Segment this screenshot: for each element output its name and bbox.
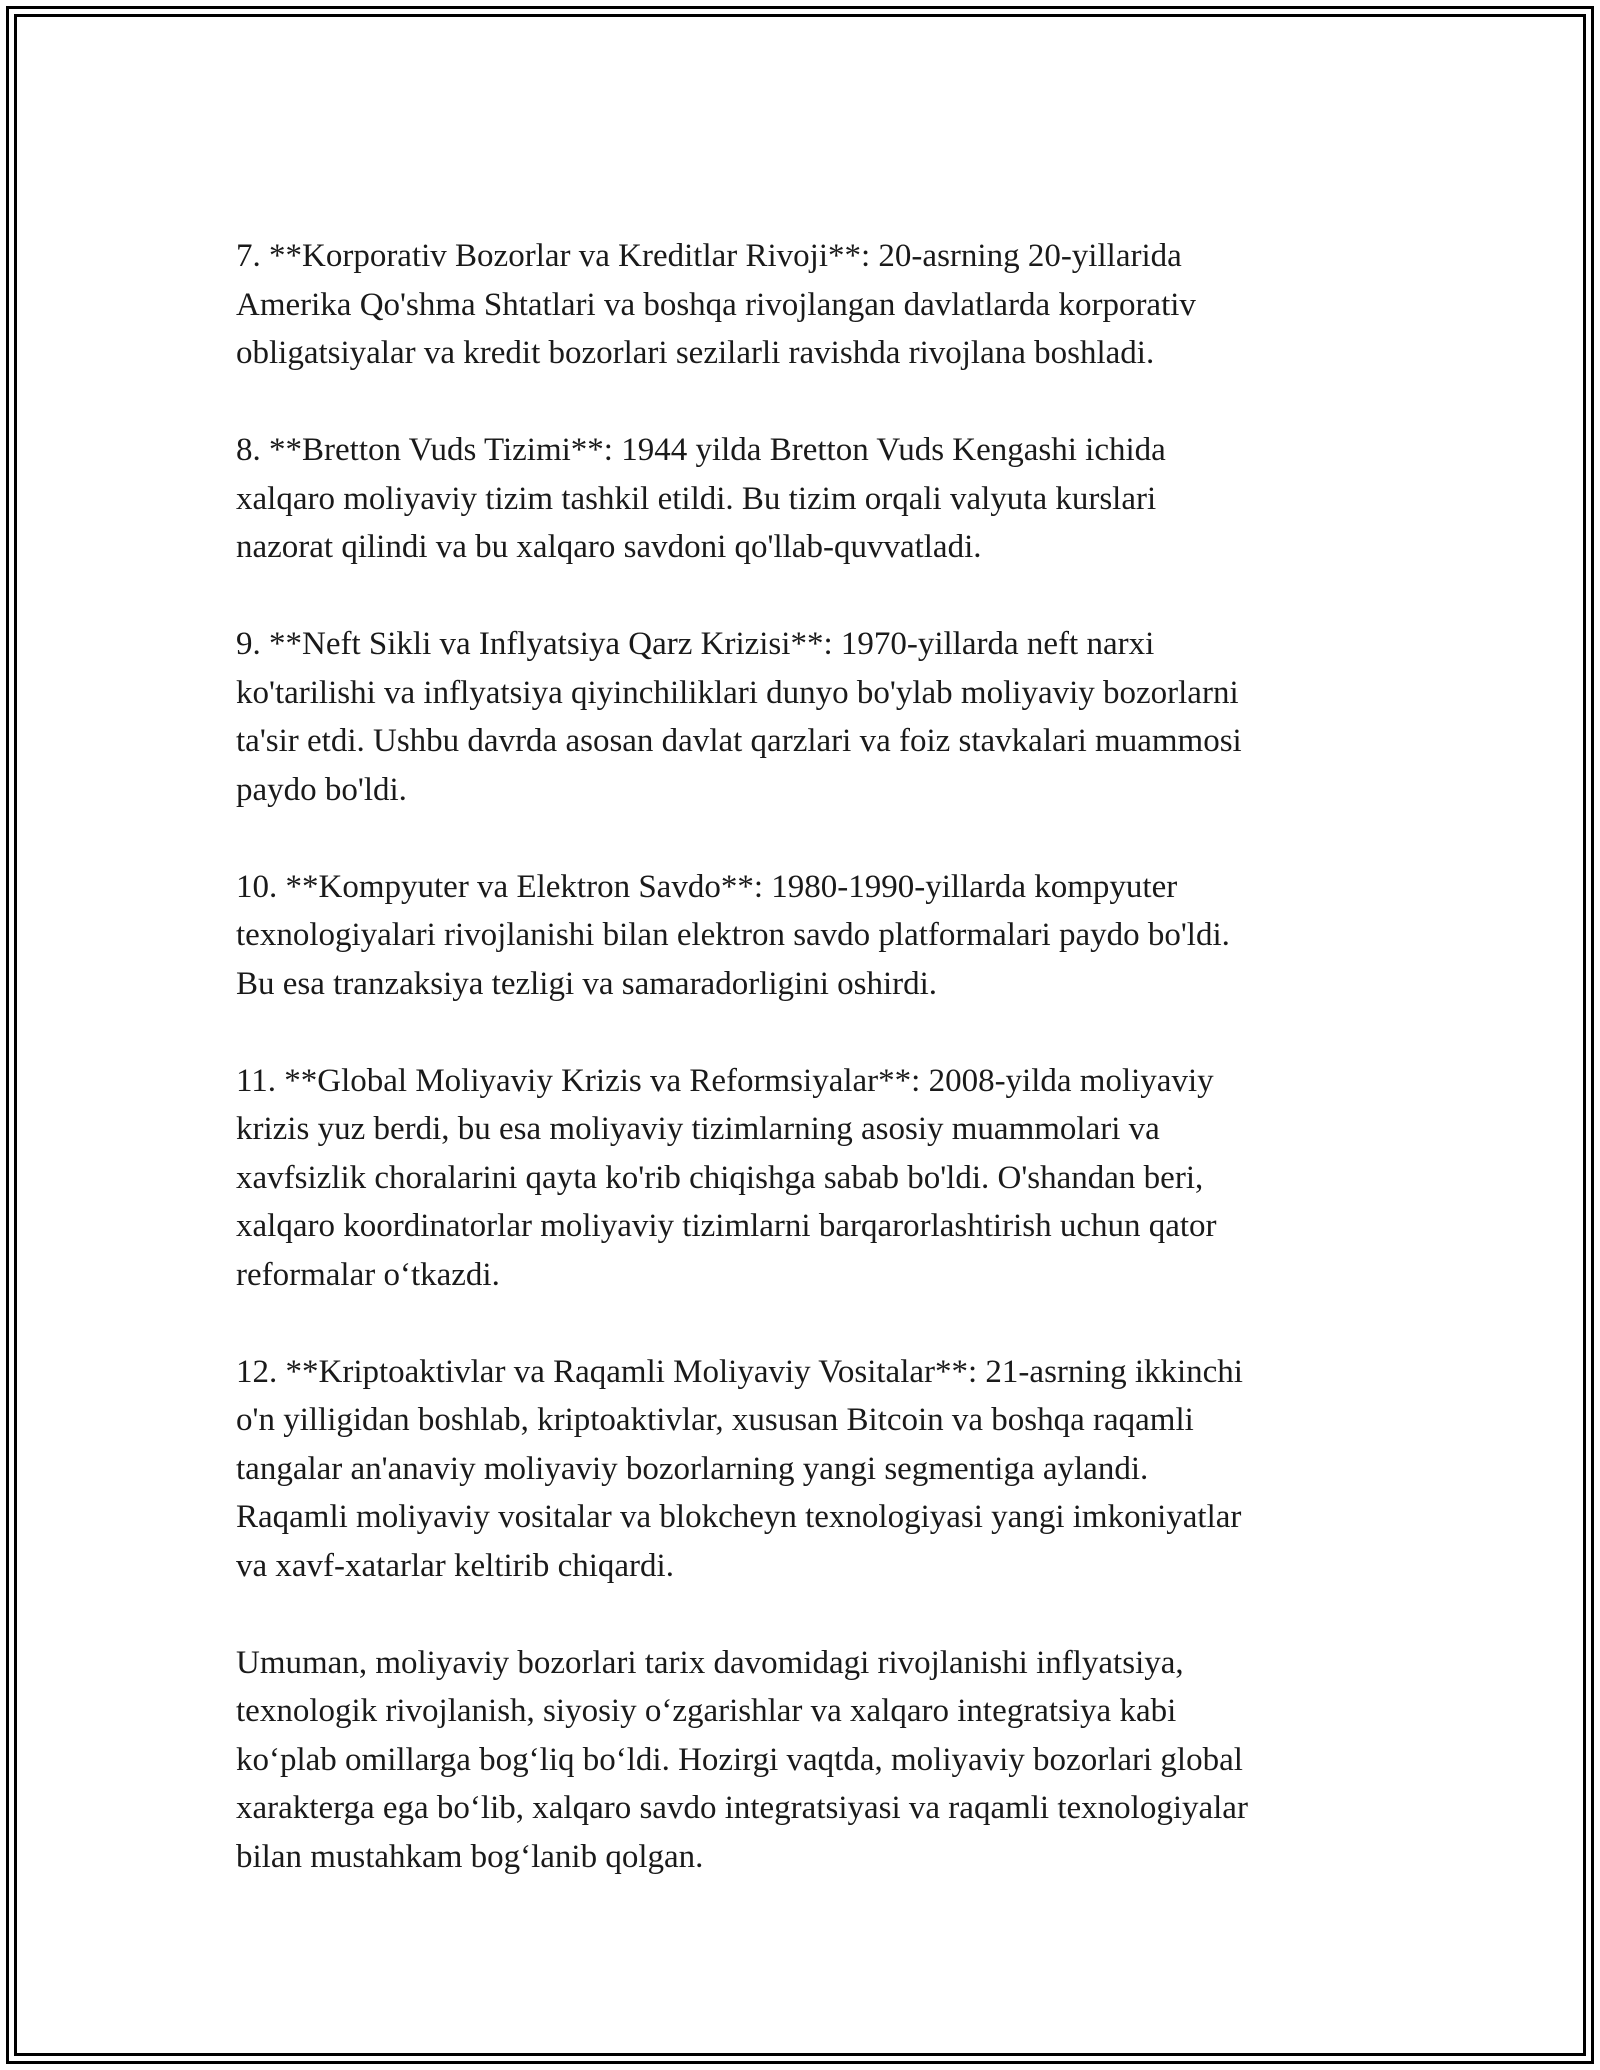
text-line: va xavf-xatarlar keltirib chiqardi.: [236, 1547, 674, 1584]
text-line: reformalar o‘tkazdi.: [236, 1256, 500, 1293]
text-line: xarakterga ega bo‘lib, xalqaro savdo integratsiyasi va raqamli texnologiyalar: [236, 1790, 1248, 1826]
text-line: o'n yilligidan boshlab, kriptoaktivlar, xususan Bitcoin va boshqa raqamli: [236, 1402, 1194, 1438]
paragraph-7: [236, 232, 1376, 378]
text-line: 9. **Neft Sikli va Inflyatsiya Qarz Krizisi**: 1970-yillarda neft narxi: [236, 626, 1155, 662]
text-line: Bu esa tranzaksiya tezligi va samaradorligini oshirdi.: [236, 965, 938, 1002]
text-line: Raqamli moliyaviy vositalar va blokcheyn texnologiyasi yangi imkoniyatlar: [236, 1499, 1242, 1535]
text-line: 12. **Kriptoaktivlar va Raqamli Moliyaviy Vositalar**: 21-asrning ikkinchi: [236, 1353, 1243, 1390]
text-line: tangalar an'anaviy moliyaviy bozorlarning yangi segmentiga aylandi.: [236, 1450, 1149, 1487]
paragraph-12: [236, 1348, 1376, 1591]
paragraph-8: [236, 426, 1376, 572]
text-line: xalqaro koordinatorlar moliyaviy tizimlarni barqarorlashtirish uchun qator: [236, 1208, 1217, 1244]
text-line: xalqaro moliyaviy tizim tashkil etildi. Bu tizim orqali valyuta kurslari: [236, 480, 1157, 517]
text-line: krizis yuz berdi, bu esa moliyaviy tizimlarning asosiy muammolari va: [236, 1111, 1160, 1147]
text-line: paydo bo'ldi.: [236, 771, 407, 808]
paragraph-9: [236, 620, 1376, 814]
text-line: Amerika Qo'shma Shtatlari va boshqa rivojlangan davlatlarda korporativ: [236, 286, 1196, 323]
text-line: obligatsiyalar va kredit bozorlari sezilarli ravishda rivojlana boshladi.: [236, 335, 1155, 371]
text-line: ko‘plab omillarga bog‘liq bo‘ldi. Hozirgi vaqtda, moliyaviy bozorlari global: [236, 1741, 1243, 1778]
text-line: ta'sir etdi. Ushbu davrda asosan davlat qarzlari va foiz stavkalari muammosi: [236, 723, 1242, 759]
document-body: [236, 232, 1376, 1881]
text-line: texnologiyalari rivojlanishi bilan elektron savdo platformalari paydo bo'ldi.: [236, 917, 1230, 953]
text-line: bilan mustahkam bog‘lanib qolgan.: [236, 1838, 704, 1875]
text-line: nazorat qilindi va bu xalqaro savdoni qo'llab-quvvatladi.: [236, 529, 982, 565]
text-line: Umuman, moliyaviy bozorlari tarix davomidagi rivojlanishi inflyatsiya,: [236, 1644, 1184, 1681]
text-line: xavfsizlik choralarini qayta ko'rib chiqishga sabab bo'ldi. O'shandan beri,: [236, 1159, 1204, 1196]
text-line: 8. **Bretton Vuds Tizimi**: 1944 yilda Bretton Vuds Kengashi ichida: [236, 432, 1166, 468]
paragraph-10: [236, 863, 1376, 1009]
text-line: ko'tarilishi va inflyatsiya qiyinchiliklari dunyo bo'ylab moliyaviy bozorlarni: [236, 674, 1239, 711]
text-line: 10. **Kompyuter va Elektron Savdo**: 1980-1990-yillarda kompyuter: [236, 868, 1178, 905]
text-line: texnologik rivojlanish, siyosiy o‘zgarishlar va xalqaro integratsiya kabi: [236, 1693, 1177, 1729]
paragraph-11: [236, 1057, 1376, 1300]
text-line: 7. **Korporativ Bozorlar va Kreditlar Rivoji**: 20-asrning 20-yillarida: [236, 238, 1182, 274]
paragraph-conclusion: [236, 1639, 1376, 1882]
text-line: 11. **Global Moliyaviy Krizis va Reformsiyalar**: 2008-yilda moliyaviy: [236, 1062, 1214, 1099]
